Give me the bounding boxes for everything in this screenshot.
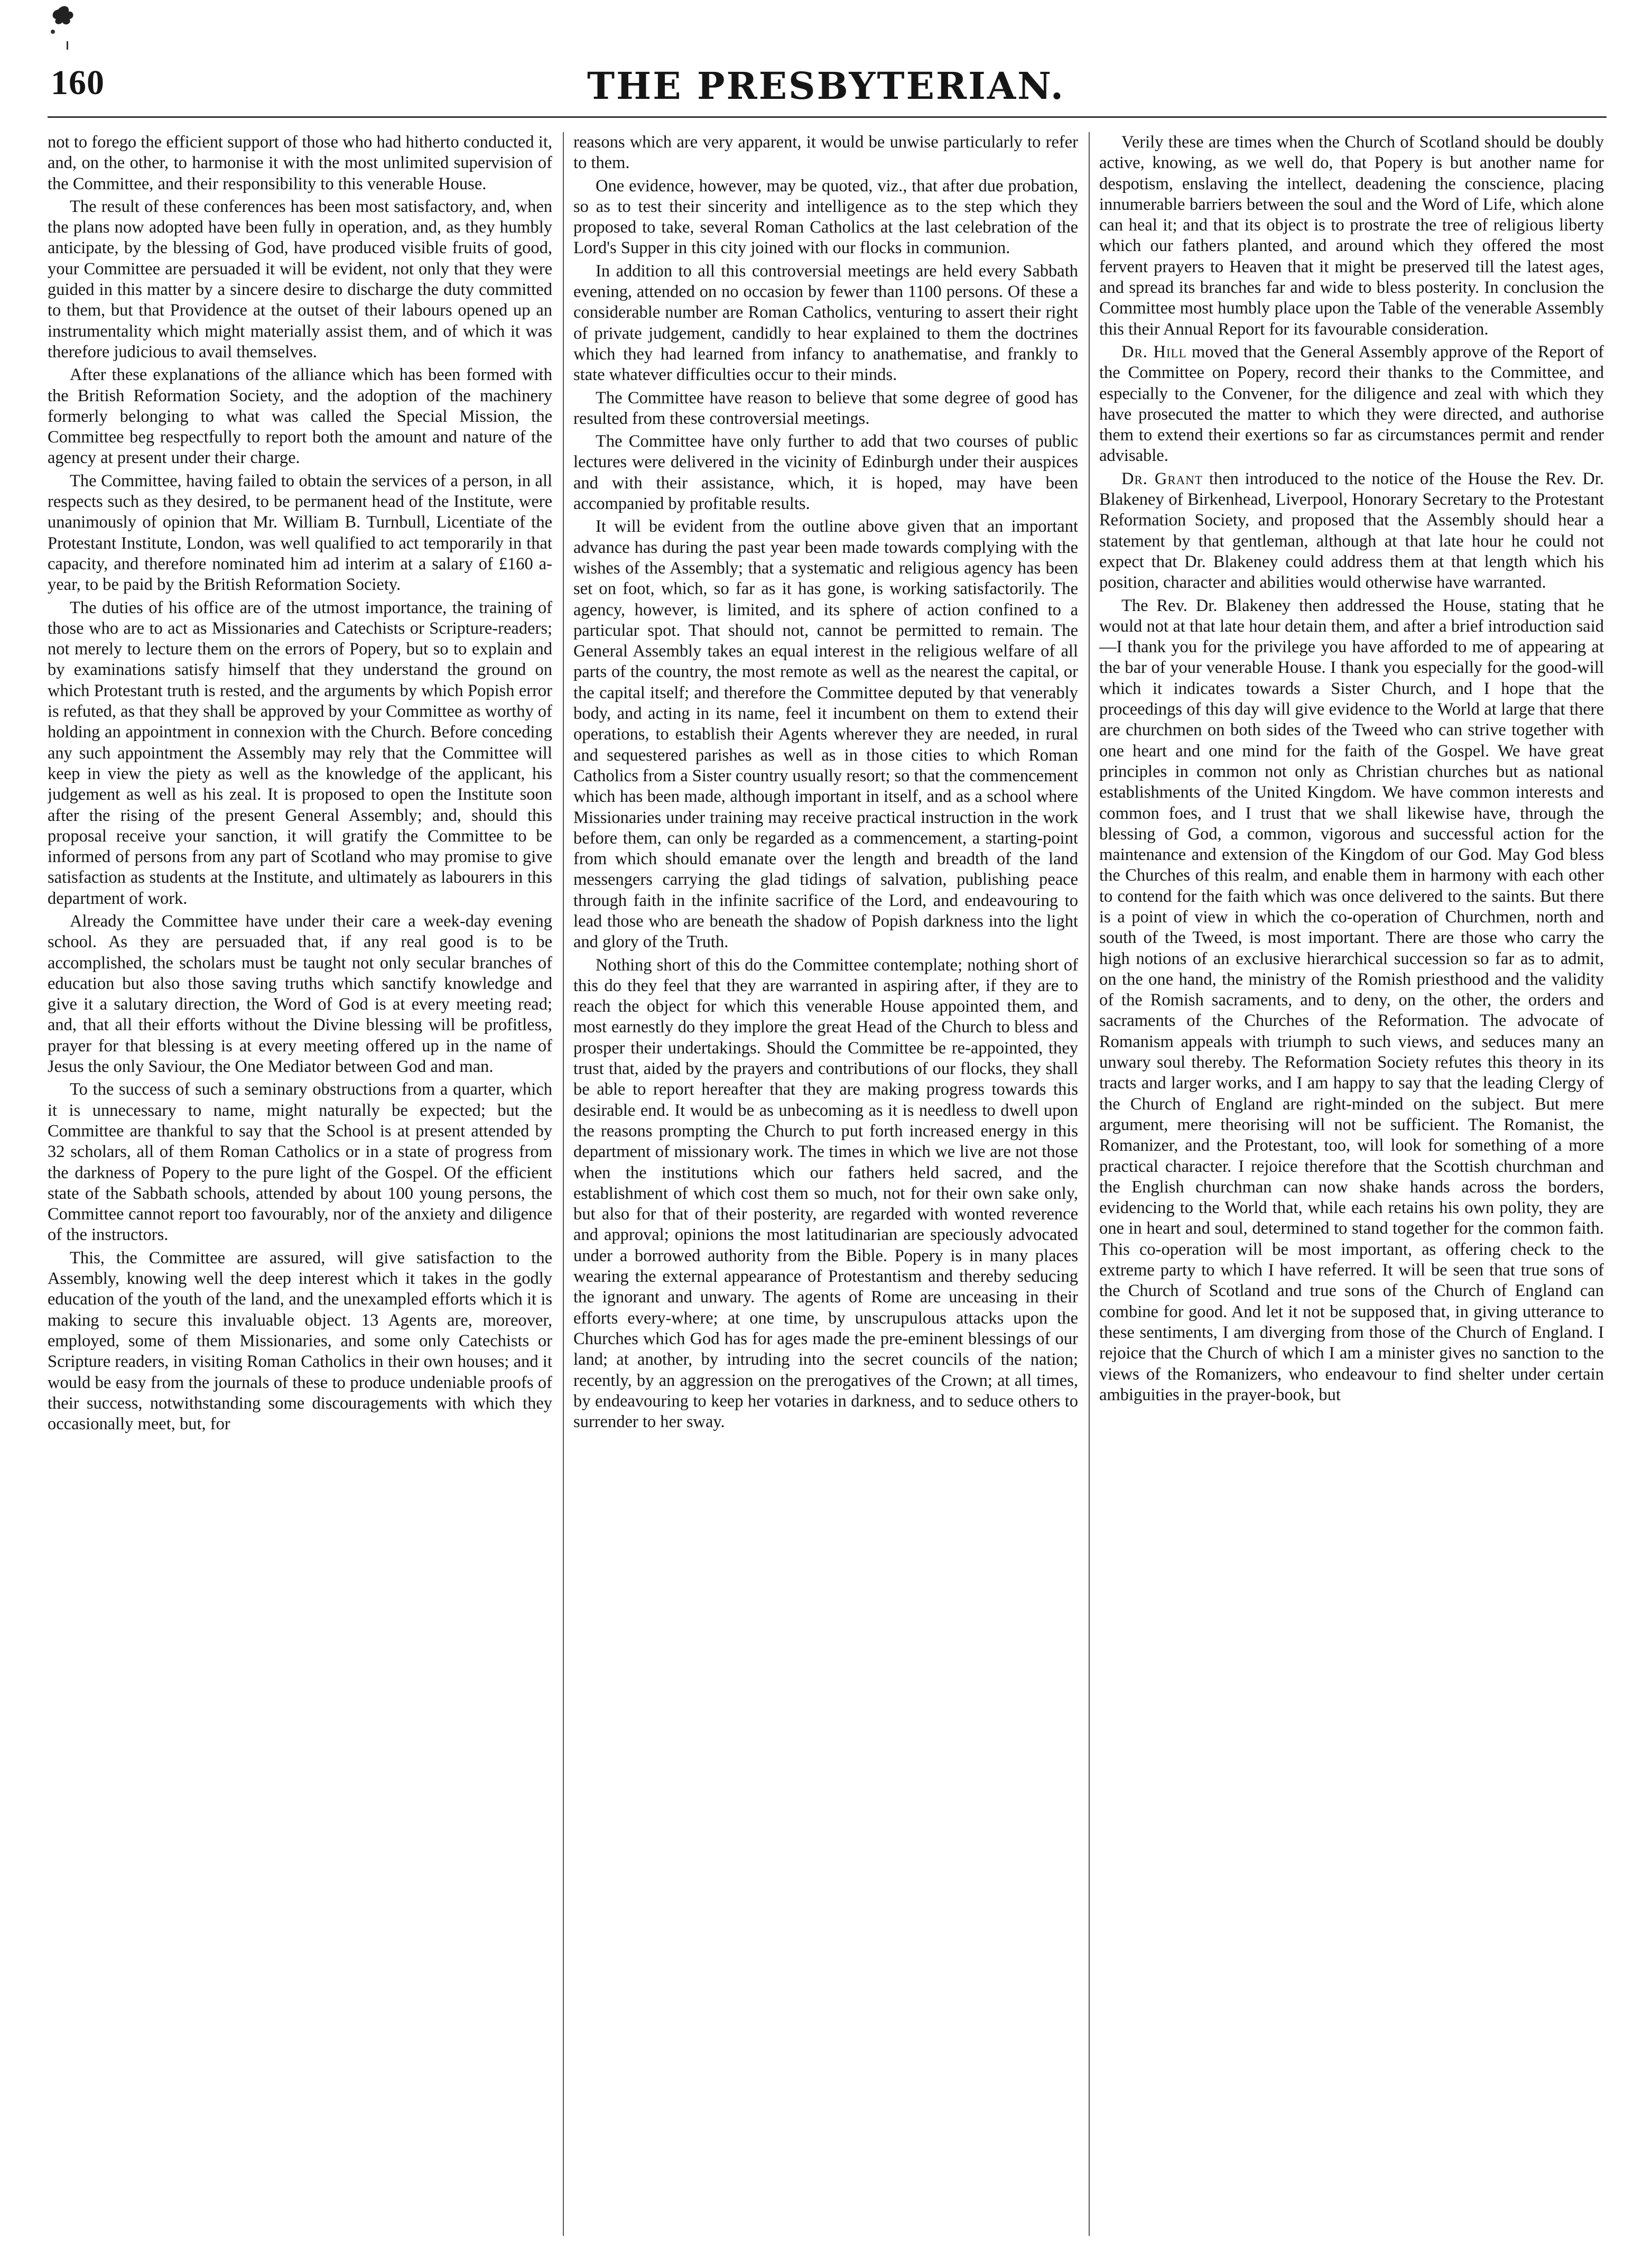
paragraph [573,516,1078,952]
paragraph [48,598,552,909]
paragraph-text: In addition to all this controversial meetings are held every Sabbath evening, attended on no occasion by fewer than 1100 persons. Of these a considerable number are Roman Catholics, venturing to assert their right of private judgement, candidly to hear explained to them the doctrines which they had learned from infancy to anathematise, and frankly to state whatever difficulties occur to their minds. [573,261,1078,385]
paragraph [573,132,1078,174]
paragraph-text: The Rev. Dr. Blakeney then addressed the House, stating that he would not at that late hour detain them, and after a brief introduction said—I thank you for the privilege you have afforded to me of appearing at the bar of your venerable House. I thank you especially for the good-will which it indicates towards a Sister Church, and I hope that the proceedings of this day will give evidence to the World at large that there are churchmen on both sides of the Tweed who can strive together with one heart and one mind for the faith of the Gospel. We have great principles in common not only as Christian churches but as national establishments of the United Kingdom. We have common interests and common foes, and I trust that we shall likewise have, through the blessing of God, a common, vigorous and successful action for the maintenance and extension of the Kingdom of our God. May God bless the Churches of this realm, and enable them in harmony with each other to contend for the faith which was once delivered to the saints. But there is a point of view in which the co-operation of Churchmen, north and south of the Tweed, is most important. There are those who carry the high notions of an exclusive hierarchical succession so far as to admit, on the one hand, the ministry of the Romish priesthood and the validity of the Romish sacraments, and to deny, on the other, the orders and sacraments of the Churches of the Reformation. The advocate of Romanism appeals with triumph to such views, and seduces many an unwary soul thereby. The Reformation Society refutes this theory in its tracts and larger works, and I am happy to say that the leading Clergy of the Church of England are right-minded on the subject. But mere argument, mere theorising will not be sufficient. The Romanist, the Romanizer, and the Protestant, too, will look for something of a more practical character. I rejoice therefore that the Scottish churchman and the English churchman can now shake hands across the borders, evidencing to the World that, while each retains his own polity, they are one in heart and soul, determined to stand together for the common faith. This co-operation will be most important, as offering check to the extreme party to which I have referred. It will be seen that true sons of the Church of Scotland and true sons of the Church of England can combine for good. And let it not be supposed that, in giving utterance to these sentiments, I am diverging from those of the Church of England. I rejoice that the Church of which I am a minister gives no sanction to the views of the Romanizers, who endeavour to find shelter under certain ambiguities in the prayer-book, but [1099,596,1604,1404]
paragraph [48,365,552,468]
speaker-name: Dr. Grant [1121,469,1203,488]
paragraph [573,431,1078,514]
text-columns [48,132,1607,2236]
page-number: 160 [51,63,105,102]
paragraph-text: reasons which are very apparent, it would be unwise particularly to refer to them. [573,133,1078,173]
header-rule [48,116,1607,118]
paragraph-text: Nothing short of this do the Committee contemplate; nothing short of this do they feel that they are warranted in aspiring after, if they are to reach the object for which this venerable House appointed them, and most earnestly do they implore the great Head of the Church to bless and prosper their undertakings. Should the Committee be re-appointed, they trust that, aided by the prayers and contributions of our flocks, they shall be able to report hereafter that they are making progress towards this desirable end. It would be as unbecoming as it is needless to dwell upon the reasons prompting the Church to put forth increased energy in this department of missionary work. The times in which we live are not those when the institutions which our fathers held sacred, and the establishment of which cost them so much, not for their own sake only, but also for that of their posterity, are regarded with wonted reverence and approval; opinions the most latitudinarian are speciously advocated under a borrowed authority from the Bible. Popery is in many places wearing the external appearance of Protestantism and thereby seducing the ignorant and unwary. The agents of Rome are unceasing in their efforts every-where; at one time, by unscrupulous attacks upon the Churches which God has for ages made the pre-eminent blessings of our land; at another, by intruding into the secret councils of the nation; recently, by an aggression on the prerogatives of the Crown; at all times, by endeavouring to keep her votaries in darkness, and to seduce others to surrender to her sway. [573,955,1078,1432]
text-column-3 [1099,132,1604,2236]
paragraph [1099,469,1604,594]
paragraph-text: The Committee have only further to add that two courses of public lectures were delivered in the vicinity of Edinburgh under their auspices and with their assistance, which, it is hoped, may have been accompanied by profitable results. [573,432,1078,514]
speaker-name: Dr. Hill [1121,342,1187,362]
paragraph-text: The Committee, having failed to obtain the services of a person, in all respects such as they desired, to be permanent head of the Institute, were unanimously of opinion that Mr. William B. Turnbull, Licentiate of the Protestant Institute, London, was well qualified to act temporarily in that capacity, and therefore nominated him ad interim at a salary of £160 a-year, to be paid by the British Reformation Society. [48,471,552,595]
column-divider [1089,132,1090,2236]
paragraph-text: moved that the General Assembly approve of the Report of the Committee on Popery, record their thanks to the Committee, and especially to the Convener, for the diligence and zeal with which they have prosecuted the matter to which they were directed, and authorise them to extend their exertions so far as circumstances permit and render advisable. [1099,342,1604,466]
paragraph-text: To the success of such a seminary obstructions from a quarter, which it is unnecessary to name, might naturally be expected; but the Committee are thankful to say that the School is at present attended by 32 scholars, all of them Roman Catholics or in a state of progress from the darkness of Popery to the pure light of the Gospel. Of the efficient state of the Sabbath schools, attended by about 100 young persons, the Committee cannot report too favourably, nor of the anxiety and diligence of the instructors. [48,1080,552,1245]
paragraph [48,1248,552,1435]
paragraph [1099,132,1604,340]
running-title: THE PRESBYTERIAN. [587,64,1065,108]
paragraph-text: The result of these conferences has been most satisfactory, and, when the plans now adopted have been fully in operation, and, as they humbly anticipate, by the blessing of God, have produced visible fruits of good, your Committee are persuaded it will be evident, not only that they were guided in this matter by a sincere desire to discharge the duty committed to them, but that Providence at the outset of their labours opened up an instrumentality which might materially assist them, and of which it was therefore judicious to avail themselves. [48,197,552,362]
printer-ornament-icon [37,0,85,53]
column-divider [563,132,564,2236]
paragraph-text: One evidence, however, may be quoted, viz., that after due probation, so as to test their sincerity and intelligence as to the step which they proposed to take, several Roman Catholics at the last celebration of the Lord's Supper in this city joined with our flocks in communion. [573,176,1078,258]
paragraph [48,132,552,195]
paragraph-text: not to forego the efficient support of those who had hitherto conducted it, and, on the other, to harmonise it with the most unlimited supervision of the Committee, and their responsibility to this venerable House. [48,133,552,193]
paragraph-text: The duties of his office are of the utmost importance, the training of those who are to act as Missionaries and Catechists or Scripture-readers; not merely to lecture them on the errors of Popery, but so to explain and by examinations satisfy himself that they understand the ground on which Protestant truth is rested, and the arguments by which Popish error is refuted, as that they shall be approved by your Committee as worthy of holding an appointment in connexion with the Church. Before conceding any such appointment the Assembly may rely that the Committee will keep in view the piety as well as the knowledge of the applicant, his judgement as well as his zeal. It is proposed to open the Institute soon after the rising of the present General Assembly; and, should this proposal receive your sanction, it will gratify the Committee to be informed of persons from any part of Scotland who may promise to give satisfaction as students at the Institute, and ultimately as labourers in this department of work. [48,598,552,908]
paragraph-text: then introduced to the notice of the House the Rev. Dr. Blakeney of Birkenhead, Liverpool, Honorary Secretary to the Protestant Reformation Society, and proposed that the Assembly should hear a statement by that gentleman, although at that late hour he could not expect that Dr. Blakeney could address them at that length which his position, character and abilities would otherwise have warranted. [1099,469,1604,593]
paragraph [48,1079,552,1245]
paragraph-text: Verily these are times when the Church of Scotland should be doubly active, knowing, as we well do, that Popery is but another name for despotism, enslaving the intellect, deadening the conscience, placing innumerable barriers between the soul and the Word of Life, which alone can heal it; and that its object is to prostrate the tree of religious liberty which our fathers planted, and around which they offered the most fervent prayers to Heaven that it might be preserved till the latest ages, and spread its branches far and wide to bless posterity. In conclusion the Committee most humbly place upon the Table of the venerable Assembly this their Annual Report for its favourable consideration. [1099,133,1604,339]
paragraph-text: After these explanations of the alliance which has been formed with the British Reformation Society, and the adoption of the machinery formerly belonging to what was called the Special Mission, the Committee beg respectfully to report both the amount and nature of the agency at present under their charge. [48,365,552,468]
paragraph-text: It will be evident from the outline above given that an important advance has during the past year been made towards complying with the wishes of the Assembly; that a systematic and religious agency has been set on foot, which, so far as it has gone, is working satisfactorily. The agency, however, is limited, and its sphere of action confined to a particular spot. That should not, cannot be permitted to remain. The General Assembly takes an equal interest in the religious welfare of all parts of the country, the most remote as well as the nearest the capital, or the capital itself; and therefore the Committee deputed by that venerably body, and acting in its name, feel it incumbent on them to extend their operations, to establish their Agents wherever they are needed, in rural and sequestered parishes as well as in those cities to which Roman Catholics from a Sister country usually resort; so that the commencement which has been made, although important in itself, and as a school where Missionaries under training may receive practical instruction in the work before them, can only be regarded as a commencement, a starting-point from which should emanate over the length and breadth of the land messengers carrying the glad tidings of salvation, publishing peace through faith in the infinite sacrifice of the Lord, and endeavouring to lead those who are beneath the shadow of Popish darkness into the light and glory of the Truth. [573,517,1078,952]
paragraph-text: The Committee have reason to believe that some degree of good has resulted from these controversial meetings. [573,388,1078,428]
paragraph [1099,596,1604,1406]
paragraph [48,197,552,363]
paragraph [573,176,1078,259]
paragraph [48,911,552,1077]
paragraph [573,261,1078,386]
paragraph-text: Already the Committee have under their care a week-day evening school. As they are persuaded that, if any real good is to be accomplished, the scholars must be taught not only secular branches of education but also those saving truths which sanctify knowledge and give it a salutary direction, the Word of God is at every meeting read; and, that all their efforts without the Divine blessing will be profitless, prayer for that blessing is at every meeting offered up in the name of Jesus the only Saviour, the One Mediator between God and man. [48,911,552,1077]
paragraph [1099,342,1604,467]
paragraph [48,471,552,596]
text-column-1 [48,132,552,2236]
paragraph [573,388,1078,430]
text-column-2 [573,132,1078,2236]
paragraph [573,955,1078,1433]
paragraph-text: This, the Committee are assured, will give satisfaction to the Assembly, knowing well the deep interest which it takes in the godly education of the youth of the land, and the unexampled efforts which it is making to secure this invaluable object. 13 Agents are, moreover, employed, some of them Missionaries, and some only Catechists or Scripture readers, in visiting Roman Catholics in their own houses; and it would be easy from the journals of these to produce undeniable proofs of their success, notwithstanding some discouragements with which they occasionally meet, but, for [48,1248,552,1434]
